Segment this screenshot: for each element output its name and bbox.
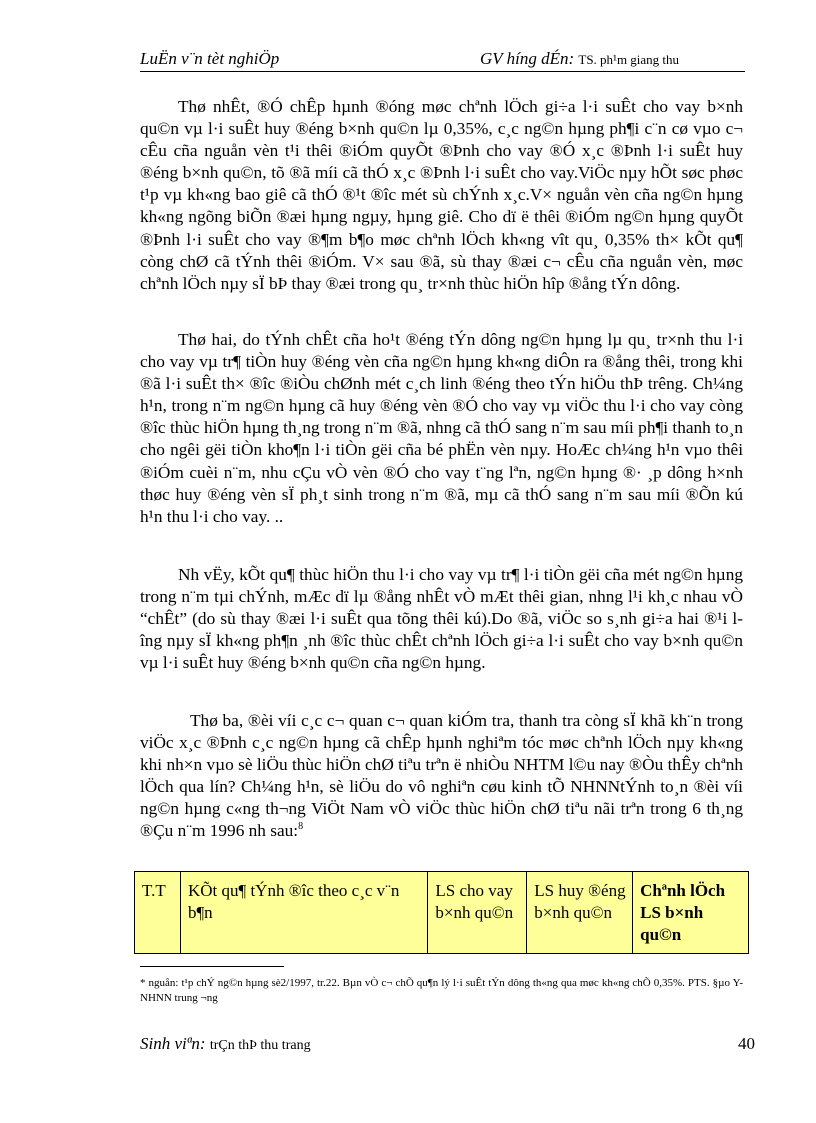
page-number: 40 xyxy=(738,1034,755,1053)
paragraph-third xyxy=(140,710,743,843)
paragraph-text: Thø hai, do tÝnh chÊt cña ho¹t ®éng tÝn dông ng©n hµng lµ qu¸ tr×nh thu l·i cho vay vµ tr¶ tiÒn huy ®éng vèn cña ng©n hµng kh«ng diÔn ra ®ång thêi, trong khi ®ã l·i suÊt th× ®îc ®iÒu chØnh mét c¸ch linh ®éng theo tÝn hiÖu thÞ trêng. Ch¼ng h¹n, trong n¨m ng©n hµng cã huy ®éng vèn ®Ó cho vay vµ viÖc thu l·i cho vay còng ®îc thùc hiÖn hµng th¸ng trong n¨m ®ã, nhng cã thÓ sang n¨m sau míi ph¶i thanh to¸n cho ngêi gëi tiÒn kho¶n l·i tiÒn gëi cña bé phËn vèn nµy. HoÆc ch¼ng h¹n vµo thêi ®iÓm cuèi n¨m, nhu cÇu vÒ vèn ®Ó cho vay t¨ng lªn, ng©n hµng ®· ¸p dông h×nh thøc huy ®éng vèn sÏ ph¸t sinh trong n¨m ®ã, mµ cã thÓ sang n¨m sau míi ®Õn kú h¹n thu l·i cho vay. .. xyxy=(140,330,743,526)
table-header-cell-deposit-rate: LS huy ®éng b×nh qu©n xyxy=(527,872,633,954)
footnote-reference: 8 xyxy=(298,821,304,833)
footnote-divider xyxy=(140,966,284,967)
header-advisor-label: GV híng dÉn: xyxy=(480,49,575,68)
footnote: * nguån: t¹p chÝ ng©n hµng sè2/1997, tr.22. Bµn vÒ c¬ chÕ qu¶n lý l·i suÊt tÝn dông th«ng qua møc kh«ng chÕ 0,35%. PTS. §µo Y- NHNN trung ¬ng xyxy=(140,977,743,1004)
table-header-row xyxy=(135,872,749,954)
page-footer-student xyxy=(140,1034,311,1054)
footer-student-name: trÇn thÞ thu trang xyxy=(209,1038,311,1053)
paragraph-text xyxy=(140,710,743,843)
results-table xyxy=(134,871,749,954)
page-header xyxy=(140,49,745,72)
table-header-cell-tt: T.T xyxy=(135,872,181,954)
table-header-cell-lending-rate: LS cho vay b×nh qu©n xyxy=(428,872,527,954)
table-header-cell-results: KÕt qu¶ tÝnh ®îc theo c¸c v¨n b¶n xyxy=(180,872,427,954)
header-thesis-title: LuËn v¨n tèt nghiÖp xyxy=(140,49,280,68)
paragraph-first xyxy=(140,96,743,295)
paragraph-text: Thø nhÊt, ®Ó chÊp hµnh ®óng møc chªnh lÖch gi÷a l·i suÊt cho vay b×nh qu©n vµ l·i suÊt huy ®éng b×nh qu©n lµ 0,35%, c¸c ng©n hµng ph¶i c¨n cø vµo c¬ cÊu cña nguån vèn t¹i thêi ®iÓm quyÕt ®Þnh cho vay ®Ó x¸c ®Þnh l·i suÊt huy ®éng b×nh qu©n, tõ ®ã míi cã thÓ x¸c ®Þnh l·i suÊt cho vay.ViÖc nµy hÕt søc phøc t¹p vµ kh«ng bao giê cã thÓ ®¹t ®îc mét sù chÝnh x¸c.V× nguån vèn cña ng©n hµng kh«ng ngõng biÕn ®æi hµng ngµy, hµng giê. Cho dï ë thêi ®iÓm ng©n hµng quyÕt ®Þnh l·i suÊt cho vay ®¶m b¶o møc chªnh lÖch kh«ng vît qu¸ 0,35% th× kÕt qu¶ còng chØ cã tÝnh thêi ®iÓm. V× sau ®ã, sù thay ®æi c¬ cÊu cña nguån vèn, møc chªnh lÖch nµy sÏ bÞ thay ®æi trong qu¸ tr×nh thùc hiÖn hîp ®ång tÝn dông. xyxy=(140,97,743,293)
header-advisor xyxy=(480,49,679,69)
paragraph-conclusion xyxy=(140,564,743,674)
table-header-cell-spread: Chªnh lÖch LS b×nh qu©n xyxy=(633,872,749,954)
paragraph-second xyxy=(140,329,743,528)
header-advisor-name: TS. ph¹m giang thu xyxy=(578,52,680,67)
paragraph-text: Nh vËy, kÕt qu¶ thùc hiÖn thu l·i cho vay vµ tr¶ l·i tiÒn gëi cña mét ng©n hµng trong n¨m tµi chÝnh, mÆc dï lµ ®ång nhÊt vÒ mÆt thêi gian, nhng l¹i kh¸c nhau vÒ “chÊt” (do sù thay ®æi l·i suÊt qua tõng thêi kú).Do ®ã, viÖc so s¸nh gi÷a hai ®¹i lîng nµy sÏ kh«ng ph¶n ¸nh ®îc thùc chÊt chªnh lÖch gi÷a l·i suÊt cho vay b×nh qu©n vµ l·i suÊt huy ®éng b×nh qu©n cña ng©n hµng. xyxy=(140,565,743,673)
footer-student-label: Sinh viªn: xyxy=(140,1034,206,1053)
paragraph-text-content: Thø ba, ®èi víi c¸c c¬ quan c¬ quan kiÓm tra, thanh tra còng sÏ khã kh¨n trong viÖc x¸c ®Þnh c¸c ng©n hµng cã chÊp hµnh nghiªm tóc møc chªnh lÖch nµy kh«ng khi nh×n vµo sè liÖu thùc hiÖn chØ tiªu trªn ë nhiÒu NHTM l©u nay ®Òu thÊy chªnh lÖch qua lín? Ch¼ng h¹n, sè liÖu do vô nghiªn cøu kinh tÕ NHNNtÝnh to¸n ®èi víi ng©n hµng c«ng th¬ng ViÖt Nam vÒ viÖc thùc hiÖn chØ tiªu nãi trªn trong 6 th¸ng ®Çu n¨m 1996 nh sau: xyxy=(140,711,743,841)
